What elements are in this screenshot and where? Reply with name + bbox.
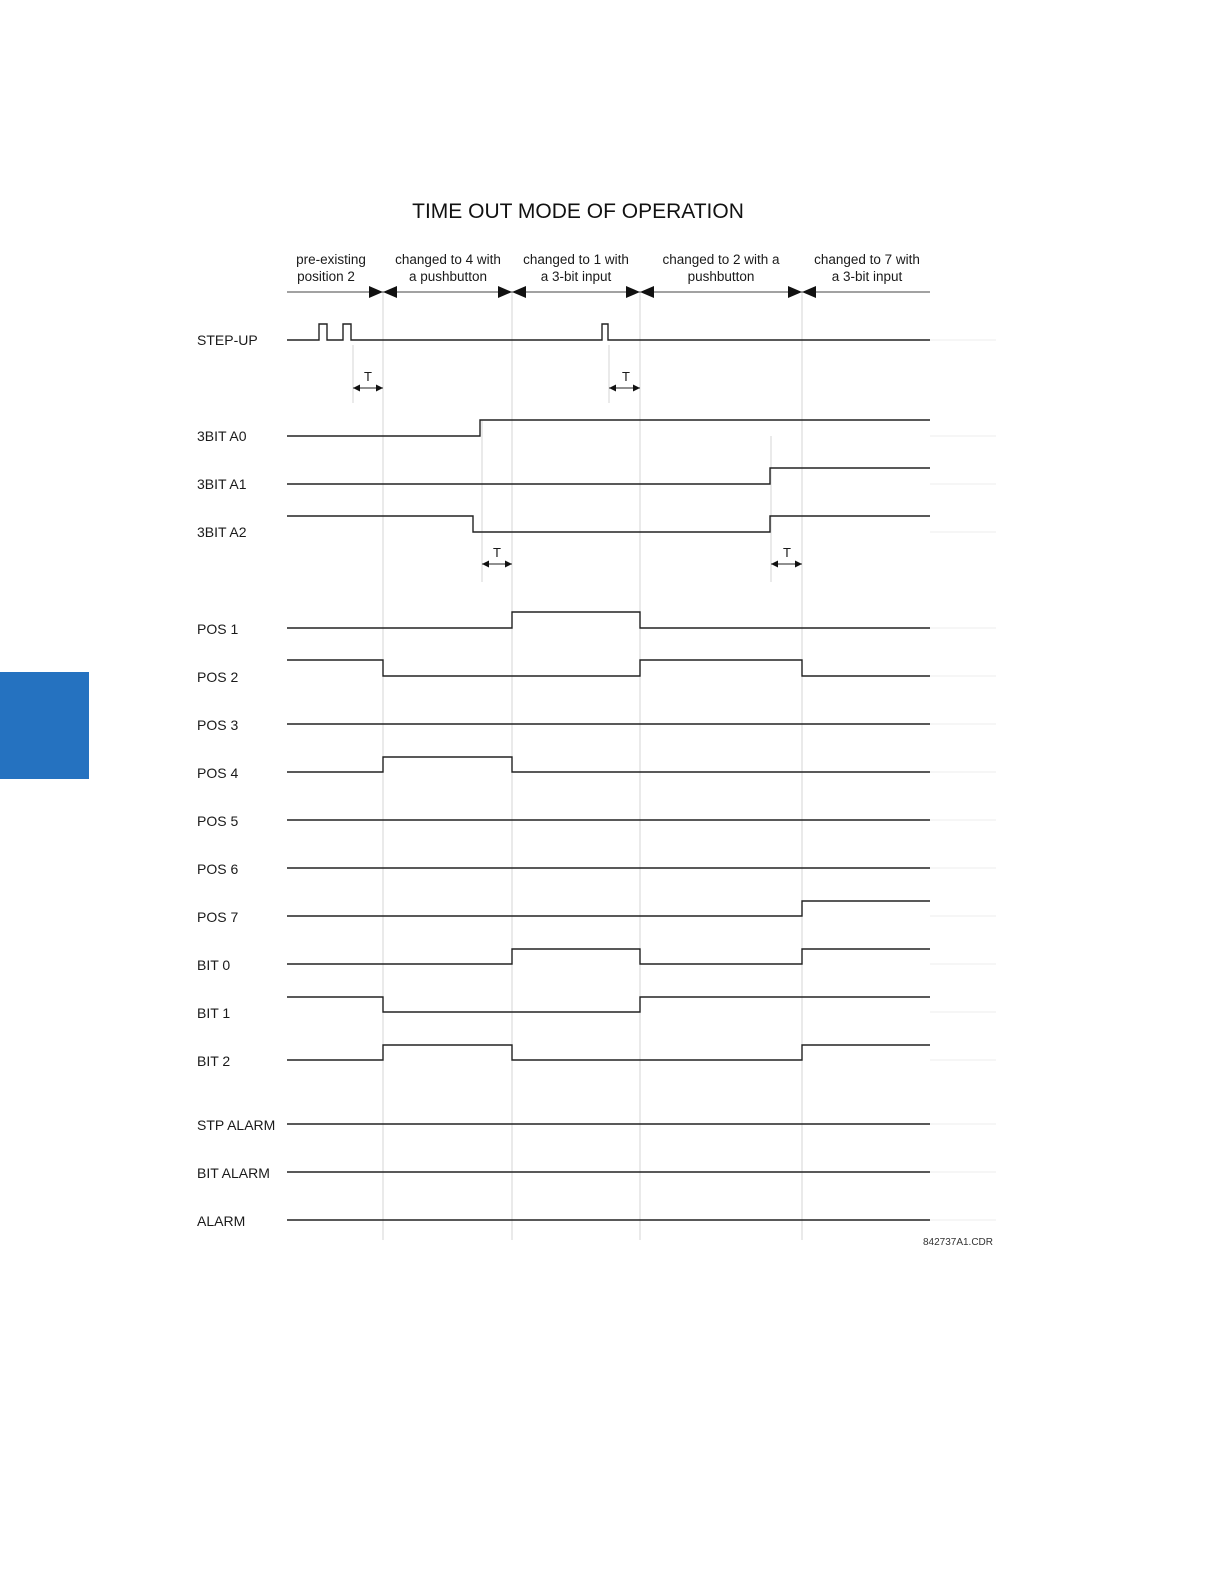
diagram-title: TIME OUT MODE OF OPERATION: [412, 200, 744, 223]
phase-label-3-line-2: a 3-bit input: [540, 269, 612, 284]
signal-label-3bit-a1: 3BIT A1: [197, 476, 247, 492]
timer-arrowhead-4-left: [771, 561, 778, 568]
timer-label-1: T: [364, 369, 372, 384]
timer-arrowhead-2-left: [609, 385, 616, 392]
phase-arrow-5-left: [802, 286, 816, 298]
wave-bit-2: [287, 1045, 930, 1060]
phase-label-1-line-2: position 2: [297, 269, 355, 284]
signal-label-bit-1: BIT 1: [197, 1005, 231, 1021]
wave-bit-1: [287, 997, 930, 1012]
timer-arrowhead-3-left: [482, 561, 489, 568]
signal-label-step-up: STEP-UP: [197, 332, 258, 348]
phase-label-5-line-2: a 3-bit input: [831, 269, 903, 284]
phase-label-1-line-1: pre-existing: [296, 252, 366, 267]
timer-arrowhead-3-right: [505, 561, 512, 568]
timer-arrowhead-4-right: [795, 561, 802, 568]
timer-label-2: T: [622, 369, 630, 384]
drawing-code: 842737A1.CDR: [922, 1237, 993, 1248]
phase-arrow-4-left: [640, 286, 654, 298]
phase-arrow-1-right: [369, 286, 383, 298]
wave-pos-4: [287, 757, 930, 772]
signal-label-pos-5: POS 5: [197, 813, 239, 829]
phase-arrow-3-left: [512, 286, 526, 298]
timer-arrowhead-1-right: [376, 385, 383, 392]
signal-label-stp-alarm: STP ALARM: [197, 1117, 276, 1133]
signal-label-bit-2: BIT 2: [197, 1053, 231, 1069]
wave-pos-2: [287, 660, 930, 676]
timer-arrowhead-1-left: [353, 385, 360, 392]
signal-label-pos-1: POS 1: [197, 621, 239, 637]
timer-label-3: T: [493, 545, 501, 560]
phase-label-3-line-1: changed to 1 with: [523, 252, 629, 267]
phase-label-4-line-1: changed to 2 with a: [662, 252, 780, 267]
signal-label-pos-6: POS 6: [197, 861, 239, 877]
signal-label-bit-0: BIT 0: [197, 957, 231, 973]
signal-label-alarm: ALARM: [197, 1213, 246, 1229]
timer-arrowhead-2-right: [633, 385, 640, 392]
phase-label-2-line-2: a pushbutton: [408, 269, 488, 284]
phase-label-4-line-2: pushbutton: [687, 269, 755, 284]
signal-label-3bit-a2: 3BIT A2: [197, 524, 247, 540]
phase-label-2-line-1: changed to 4 with: [395, 252, 501, 267]
signal-label-3bit-a0: 3BIT A0: [197, 428, 247, 444]
signal-label-pos-3: POS 3: [197, 717, 239, 733]
phase-arrow-3-right: [626, 286, 640, 298]
signal-label-pos-4: POS 4: [197, 765, 239, 781]
phase-label-5-line-1: changed to 7 with: [814, 252, 920, 267]
phase-arrow-2-left: [383, 286, 397, 298]
phase-arrow-2-right: [498, 286, 512, 298]
signal-label-pos-7: POS 7: [197, 909, 239, 925]
timer-label-4: T: [783, 545, 791, 560]
phase-arrow-4-right: [788, 286, 802, 298]
signal-label-pos-2: POS 2: [197, 669, 239, 685]
signal-label-bit-alarm: BIT ALARM: [197, 1165, 270, 1181]
waveform-layer: [287, 286, 996, 1240]
